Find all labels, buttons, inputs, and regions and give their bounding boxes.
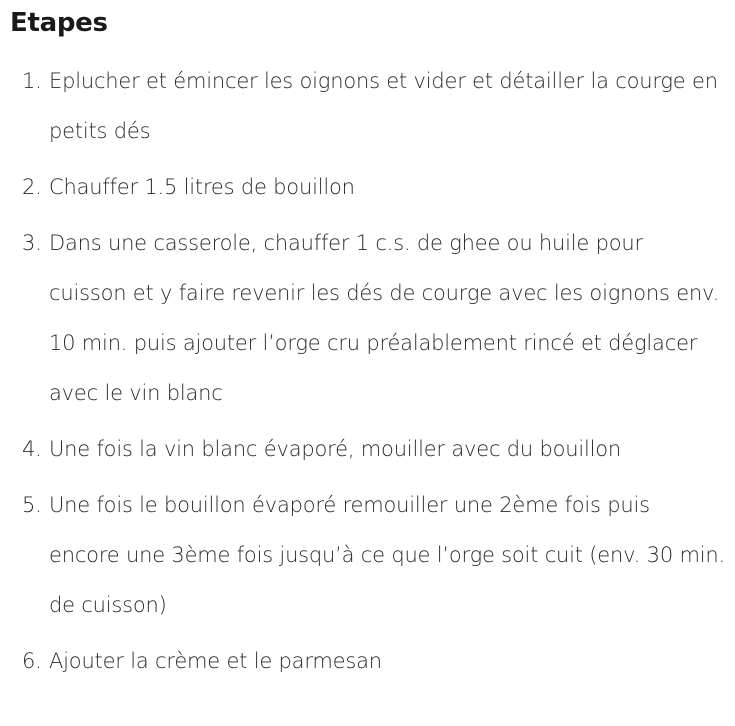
step-number: 5. — [22, 493, 42, 517]
step-item-6 — [10, 636, 725, 686]
step-number: 1. — [22, 69, 42, 93]
steps-list — [10, 56, 725, 686]
step-text: Une fois la vin blanc évaporé, mouiller avec du bouillon — [49, 437, 622, 461]
step-number: 3. — [22, 231, 42, 255]
step-text: Chauffer 1.5 litres de bouillon — [49, 175, 355, 199]
step-item-4 — [10, 424, 725, 474]
step-item-3 — [10, 218, 725, 418]
step-text: Eplucher et émincer les oignons et vider et détailler la courge en petits dés — [49, 69, 718, 143]
step-item-2 — [10, 162, 725, 212]
section-title: Etapes — [10, 8, 108, 38]
step-text: Ajouter la crème et le parmesan — [49, 649, 382, 673]
step-text: Dans une casserole, chauffer 1 c.s. de ghee ou huile pour cuisson et y faire revenir les dés de courge avec les oignons env. 10 min. puis ajouter l’orge cru préalablement rincé et déglacer avec le vin blanc — [49, 231, 720, 405]
step-number: 2. — [22, 175, 42, 199]
step-number: 6. — [22, 649, 42, 673]
step-text: Une fois le bouillon évaporé remouiller une 2ème fois puis encore une 3ème fois jusqu’à ce que l’orge soit cuit (env. 30 min. de cuisson) — [49, 493, 725, 617]
step-item-5 — [10, 480, 725, 630]
step-item-1 — [10, 56, 725, 156]
step-number: 4. — [22, 437, 42, 461]
